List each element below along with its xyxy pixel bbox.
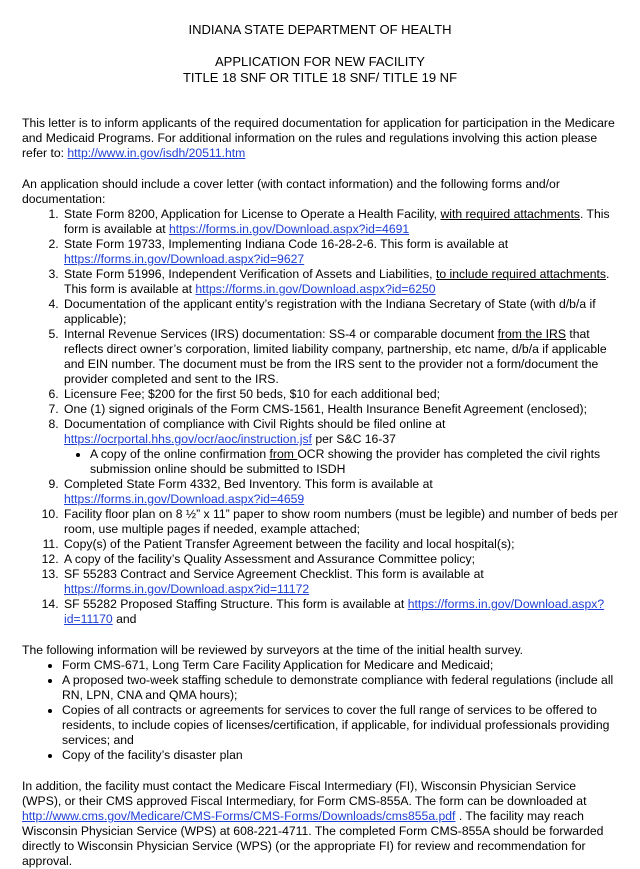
intro-paragraph [22, 116, 618, 161]
form-6250-link[interactable]: https://forms.in.gov/Download.aspx?id=6250 [195, 282, 436, 296]
cms-855a-link[interactable]: http://www.cms.gov/Medicare/CMS-Forms/CMS-Forms/Downloads/cms855a.pdf [22, 809, 456, 823]
intro-text: This letter is to inform applicants of the required documentation for application for participation in the Medicare and Medicaid Programs. For additional information on the rules and regulations involving this action please refer to: [22, 116, 615, 160]
list-item: 13. SF 55283 Contract and Service Agreement Checklist. This form is available at https://forms.in.gov/Download.aspx?id=11172 [62, 567, 618, 597]
list-item: • Copy of the facility’s disaster plan [62, 748, 618, 763]
isdh-link[interactable]: http://www.in.gov/isdh/20511.htm [67, 146, 246, 160]
list-item: 4. Documentation of the applicant entity’s registration with the Indiana Secretary of State (with d/b/a if applicable); [62, 297, 618, 327]
list-item: 14. SF 55282 Proposed Staffing Structure. This form is available at https://forms.in.gov/Download.aspx?id=11170 and [62, 597, 618, 627]
list-item: • Copies of all contracts or agreements for services to cover the full range of services to be offered to residents, to include copies of licenses/certification, if applicable, for individual professionals providing services; and [62, 703, 618, 748]
review-intro: The following information will be reviewed by surveyors at the time of the initial health survey. [22, 643, 524, 657]
application-intro: An application should include a cover letter (with contact information) and the following forms and/or documentation: [22, 177, 560, 206]
list-item: • Form CMS-671, Long Term Care Facility Application for Medicare and Medicaid; [62, 658, 618, 673]
list-item: 3. State Form 51996, Independent Verification of Assets and Liabilities, to include required attachments. This form is available at https://forms.in.gov/Download.aspx?id=6250 [62, 267, 618, 297]
survey-list [22, 658, 618, 763]
list-item: 11. Copy(s) of the Patient Transfer Agreement between the facility and local hospital(s); [62, 537, 618, 552]
sub-list [64, 447, 618, 477]
list-item: 5. Internal Revenue Services (IRS) documentation: SS-4 or comparable document from the IRS that reflects direct owner’s corporation, limited liability company, partnership, etc name, d/b/a if applicable and EIN number. The document must be from the IRS sent to the provider not a form/document the provider completed and sent to the IRS. [62, 327, 618, 387]
list-item: • A proposed two-week staffing schedule to demonstrate compliance with federal regulations (include all RN, LPN, CNA and QMA hours); [62, 673, 618, 703]
list-item: 1. State Form 8200, Application for License to Operate a Health Facility, with required attachments. This form is available at https://forms.in.gov/Download.aspx?id=4691 [62, 207, 618, 237]
agency-title: INDIANA STATE DEPARTMENT OF HEALTH [188, 22, 452, 37]
list-item: 7. One (1) signed originals of the Form CMS-1561, Health Insurance Benefit Agreement (enclosed); [62, 402, 618, 417]
document-title: APPLICATION FOR NEW FACILITY [215, 54, 425, 69]
list-item: 6. Licensure Fee; $200 for the first 50 beds, $10 for each additional bed; [62, 387, 618, 402]
form-11170-link[interactable]: https://forms.in.gov/Download.aspx?id=11170 [64, 597, 605, 626]
list-item: 12. A copy of the facility’s Quality Assessment and Assurance Committee policy; [62, 552, 618, 567]
list-item: 9. Completed State Form 4332, Bed Inventory. This form is available at https://forms.in.gov/Download.aspx?id=4659 [62, 477, 618, 507]
addition-paragraph: In addition, the facility must contact the Medicare Fiscal Intermediary (FI), Wisconsin Physician Service (WPS), or their CMS approved Fiscal Intermediary, for Form CMS-855A. The form can be downloaded at http://www.cms.gov/Medicare/CMS-Forms/CMS-Forms/Downloads/cms855a.pdf . The facility may reach Wisconsin Physician Service (WPS) at 608-221-4711. The completed Form CMS-855A should be forwarded directly to Wisconsin Physician Service (WPS) (or the appropriate FI) for review and recommendation for approval. [22, 779, 604, 868]
list-item: 8. Documentation of compliance with Civil Rights should be filed online at https://ocrportal.hhs.gov/ocr/aoc/instruction.jsf per S&C 16-37 • A copy of the online confirmation from OCR showing the provider has completed the civil rights submission online should be submitted to ISDH [62, 417, 618, 477]
form-11172-link[interactable]: https://forms.in.gov/Download.aspx?id=11172 [64, 582, 310, 596]
list-item: 2. State Form 19733, Implementing Indiana Code 16-28-2-6. This form is available at https://forms.in.gov/Download.aspx?id=9627 [62, 237, 618, 267]
form-4659-link[interactable]: https://forms.in.gov/Download.aspx?id=4659 [64, 492, 305, 506]
list-item: 10. Facility floor plan on 8 ½” x 11” paper to show room numbers (must be legible) and number of beds per room, use multiple pages if needed, example attached; [62, 507, 618, 537]
document-subtitle: TITLE 18 SNF OR TITLE 18 SNF/ TITLE 19 NF [182, 70, 458, 85]
ocr-portal-link[interactable]: https://ocrportal.hhs.gov/ocr/aoc/instruction.jsf [64, 432, 312, 446]
list-item: • A copy of the online confirmation from OCR showing the provider has completed the civil rights submission online should be submitted to ISDH [90, 447, 618, 477]
form-4691-link[interactable]: https://forms.in.gov/Download.aspx?id=4691 [169, 222, 410, 236]
form-9627-link[interactable]: https://forms.in.gov/Download.aspx?id=9627 [64, 252, 305, 266]
requirements-list [22, 207, 618, 627]
